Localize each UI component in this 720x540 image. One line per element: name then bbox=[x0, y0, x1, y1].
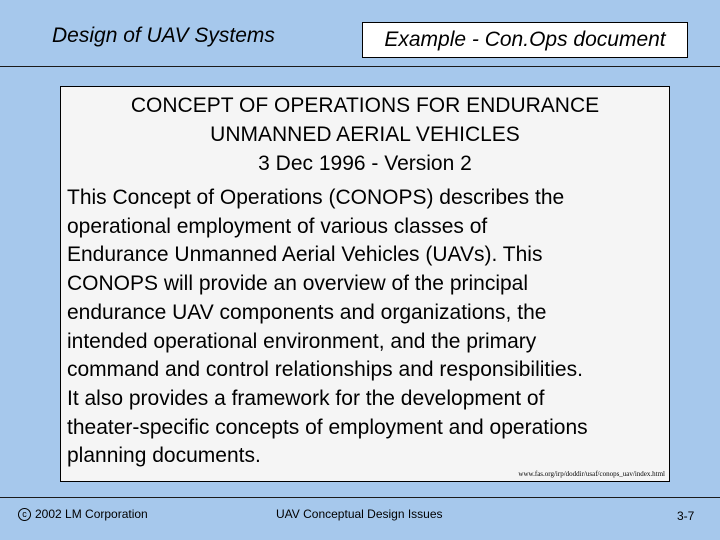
copyright-text: 2002 LM Corporation bbox=[35, 507, 148, 521]
document-title bbox=[61, 91, 669, 178]
body-line: CONOPS will provide an overview of the principal bbox=[67, 272, 529, 296]
document-title-line: UNMANNED AERIAL VEHICLES bbox=[210, 123, 520, 146]
body-line: endurance UAV components and organizations, the bbox=[67, 300, 547, 324]
slide-title-box: Example - Con.Ops document bbox=[362, 22, 688, 58]
body-line: theater-specific concepts of employment and operations bbox=[67, 415, 588, 439]
body-line: planning documents. bbox=[67, 444, 261, 468]
page-number: 3-7 bbox=[677, 509, 695, 523]
body-line: operational employment of various classes of bbox=[67, 214, 488, 238]
document-date-version: 3 Dec 1996 - Version 2 bbox=[258, 152, 472, 175]
body-line: Endurance Unmanned Aerial Vehicles (UAVs). This bbox=[67, 243, 543, 267]
footer-copyright bbox=[18, 507, 148, 521]
body-line: This Concept of Operations (CONOPS) describes the bbox=[67, 186, 565, 209]
document-body bbox=[67, 184, 667, 471]
body-line: command and control relationships and responsibilities. bbox=[67, 358, 583, 382]
body-line: intended operational environment, and the primary bbox=[67, 329, 537, 353]
document-excerpt-box bbox=[60, 86, 670, 482]
footer-divider bbox=[0, 497, 720, 498]
course-title: Design of UAV Systems bbox=[52, 24, 275, 47]
document-title-line: CONCEPT OF OPERATIONS FOR ENDURANCE bbox=[130, 94, 600, 117]
body-line: It also provides a framework for the development of bbox=[67, 386, 545, 410]
copyright-icon: c bbox=[18, 508, 31, 521]
source-url: www.fas.org/irp/doddir/usaf/conops_uav/index.html bbox=[518, 470, 665, 478]
header-divider bbox=[0, 66, 720, 67]
footer-topic: UAV Conceptual Design Issues bbox=[276, 507, 443, 521]
